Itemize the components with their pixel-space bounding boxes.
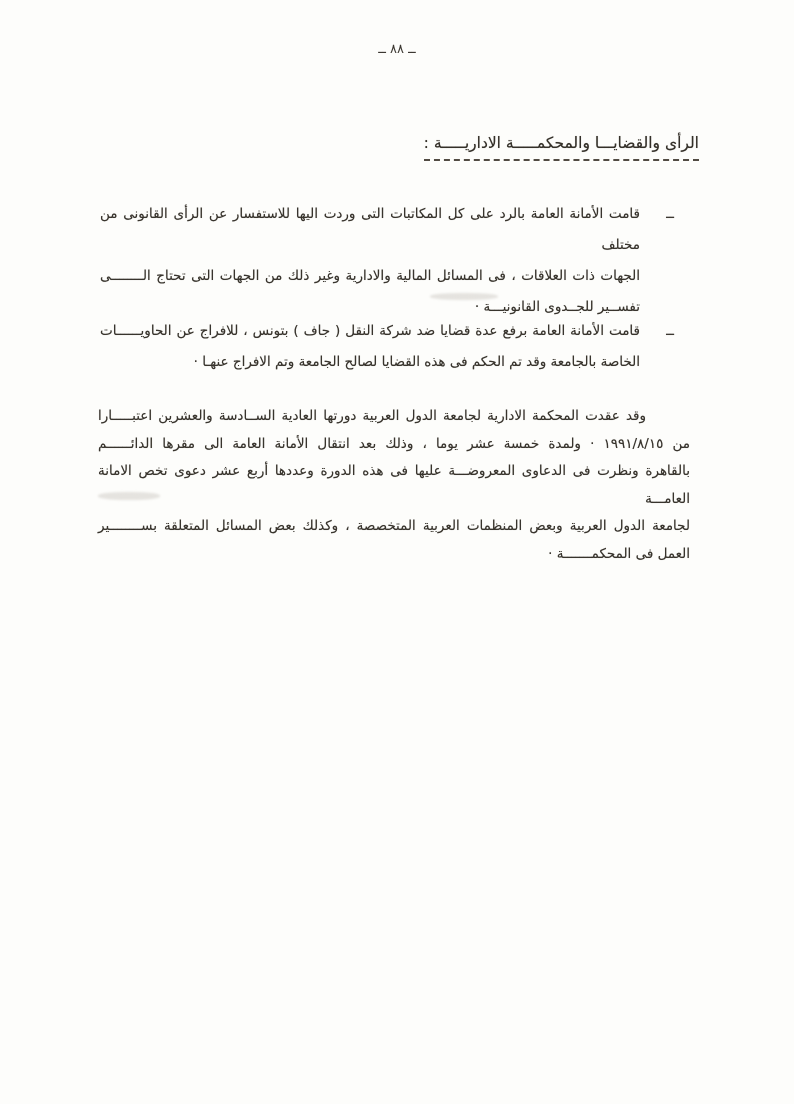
paragraph-lawsuits-transport-company: [100, 316, 674, 378]
paragraph-administrative-court-session: [98, 403, 690, 569]
text-line: قامت الأمانة العامة برفع عدة قضايا ضد شركة النقل ( جاف ) بتونس ، للافراج عن الحاويــــــات: [100, 323, 640, 339]
text-line: الخاصة بالجامعة وقد تم الحكم فى هذه القضايا لصالح الجامعة وتم الافراج عنهـا ·: [193, 354, 640, 370]
text-line: قامت الأمانة العامة بالرد على كل المكاتبات التى وردت اليها للاستفسار عن الرأى القانونى من مختلف: [100, 206, 640, 253]
text-line: بالقاهرة ونظرت فى الدعاوى المعروضـــة عليها فى هذه الدورة وعددها أربع عشر دعوى تخص الامانة العامـــة: [98, 463, 690, 507]
section-heading-opinion-cases-administrative-court: الرأى والقضايـــا والمحكمـــــة الاداريـــــة :: [424, 134, 699, 161]
text-line: وقد عقدت المحكمة الادارية لجامعة الدول العربية دورتها العادية الســادسة والعشرين اعتبـــــارا: [98, 408, 646, 424]
text-line: من ١٩٩١/٨/١٥ · ولمدة خمسة عشر يوما ، وذلك بعد انتقال الأمانة العامة الى مقرها الدائــــــم: [98, 435, 690, 452]
scan-smudge: [98, 492, 160, 500]
text-line: لجامعة الدول العربية وبعض المنظمات العربية المتخصصة ، وكذلك بعض المسائل المتعلقة بســــــــير: [98, 518, 690, 535]
dash-bullet: ــ: [666, 323, 674, 339]
text-line: تفســير للجــدوى القانونيـــة ·: [474, 299, 640, 315]
dash-bullet: ــ: [666, 206, 674, 222]
paragraph-legal-opinion-replies: [100, 199, 674, 323]
text-line: الجهات ذات العلاقات ، فى المسائل المالية والادارية وغير ذلك من الجهات التى تحتاج الــــــــى: [100, 268, 640, 284]
page-number: ــ ٨٨ ــ: [378, 42, 416, 57]
scan-smudge: [430, 293, 498, 300]
text-line: العمل فى المحكمـــــــة ·: [548, 545, 690, 562]
